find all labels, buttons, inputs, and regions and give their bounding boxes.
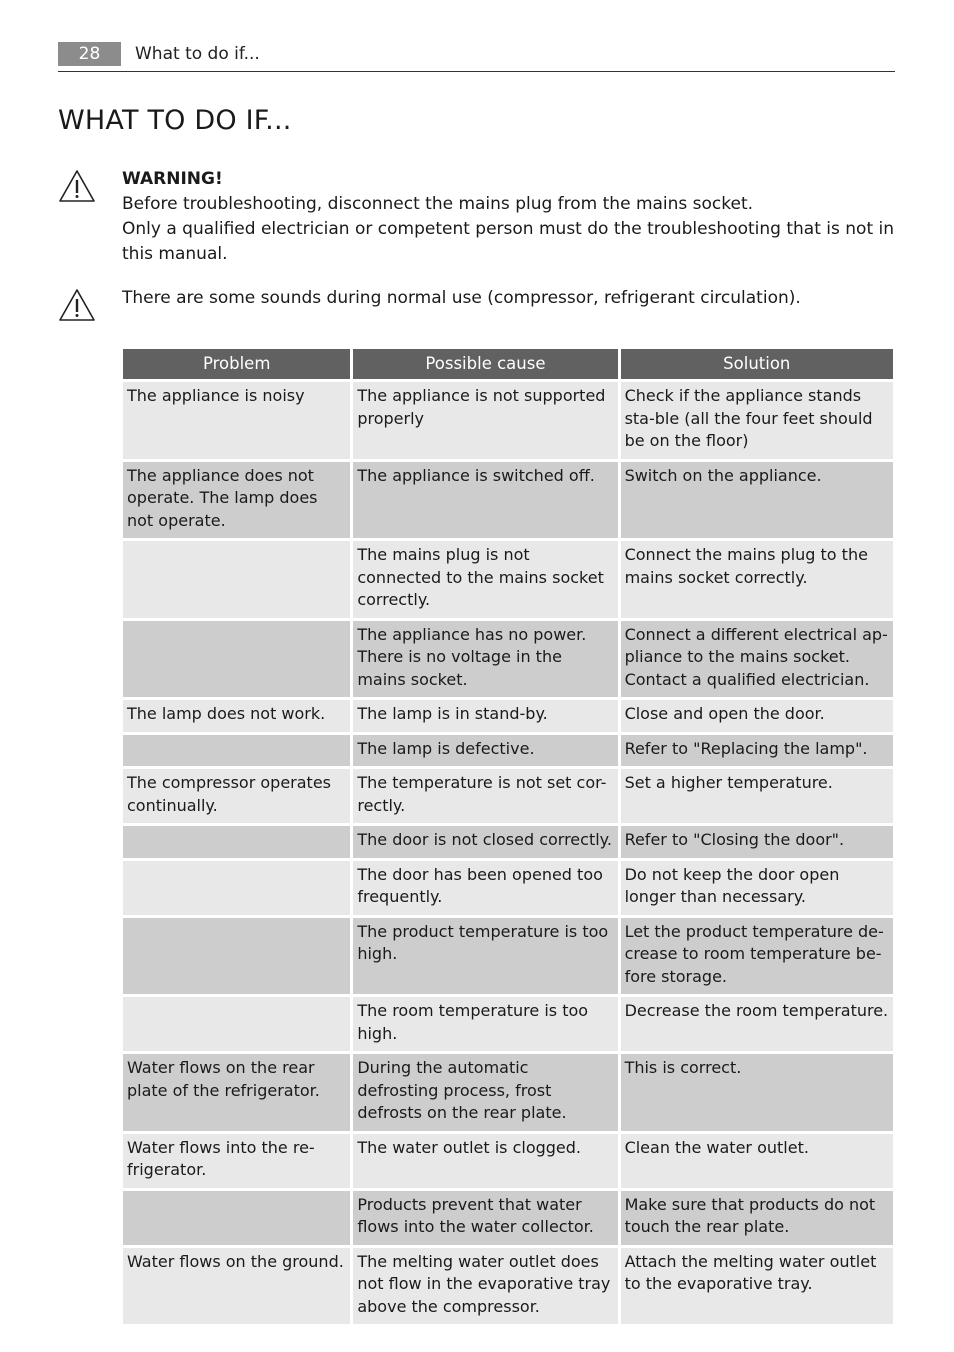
table-row xyxy=(123,621,893,698)
problem-cell xyxy=(123,826,350,858)
solution-cell: Close and open the door. xyxy=(621,700,893,732)
header-possible-cause: Possible cause xyxy=(353,349,617,379)
table-row xyxy=(123,462,893,539)
table-row xyxy=(123,1248,893,1325)
problem-cell: Water flows on the ground. xyxy=(123,1248,350,1325)
table-header-row xyxy=(123,349,893,379)
problem-cell xyxy=(123,861,350,915)
solution-cell: Clean the water outlet. xyxy=(621,1134,893,1188)
troubleshooting-table xyxy=(120,346,896,1327)
problem-cell xyxy=(123,735,350,767)
table-row xyxy=(123,918,893,995)
problem-cell xyxy=(123,997,350,1051)
table-row xyxy=(123,861,893,915)
solution-cell: Do not keep the door open longer than necessary. xyxy=(621,861,893,915)
cause-cell: The water outlet is clogged. xyxy=(353,1134,617,1188)
solution-cell: Let the product temperature de-crease to room temperature be-fore storage. xyxy=(621,918,893,995)
problem-cell: The appliance does not operate. The lamp does not operate. xyxy=(123,462,350,539)
page-header xyxy=(58,39,895,72)
solution-cell: Attach the melting water outlet to the evaporative tray. xyxy=(621,1248,893,1325)
header-problem: Problem xyxy=(123,349,350,379)
problem-cell: The appliance is noisy xyxy=(123,382,350,459)
cause-cell: The room temperature is too high. xyxy=(353,997,617,1051)
problem-cell xyxy=(123,541,350,618)
page-title: WHAT TO DO IF... xyxy=(58,105,292,136)
cause-cell: The door has been opened too frequently. xyxy=(353,861,617,915)
cause-cell: The appliance is switched off. xyxy=(353,462,617,539)
table-row xyxy=(123,382,893,459)
cause-cell: The door is not closed correctly. xyxy=(353,826,617,858)
table-row xyxy=(123,997,893,1051)
header-solution: Solution xyxy=(621,349,893,379)
table-row xyxy=(123,735,893,767)
warning-block xyxy=(122,167,898,267)
solution-cell: Check if the appliance stands sta-ble (all the four feet should be on the floor) xyxy=(621,382,893,459)
table-row xyxy=(123,541,893,618)
table-row xyxy=(123,1134,893,1188)
cause-cell: The lamp is in stand-by. xyxy=(353,700,617,732)
solution-cell: This is correct. xyxy=(621,1054,893,1131)
table-row xyxy=(123,826,893,858)
page-number: 28 xyxy=(58,42,121,66)
problem-cell: Water flows on the rear plate of the refrigerator. xyxy=(123,1054,350,1131)
solution-cell: Refer to "Replacing the lamp". xyxy=(621,735,893,767)
solution-cell: Decrease the room temperature. xyxy=(621,997,893,1051)
solution-cell: Set a higher temperature. xyxy=(621,769,893,823)
solution-cell: Make sure that products do not touch the rear plate. xyxy=(621,1191,893,1245)
problem-cell: The compressor operates continually. xyxy=(123,769,350,823)
table-row xyxy=(123,700,893,732)
problem-cell xyxy=(123,918,350,995)
cause-cell: The mains plug is not connected to the mains socket correctly. xyxy=(353,541,617,618)
cause-cell: During the automatic defrosting process, frost defrosts on the rear plate. xyxy=(353,1054,617,1131)
solution-cell: Switch on the appliance. xyxy=(621,462,893,539)
table-row xyxy=(123,1054,893,1131)
problem-cell xyxy=(123,1191,350,1245)
caution-triangle-icon xyxy=(58,288,96,322)
cause-cell: The appliance is not supported properly xyxy=(353,382,617,459)
cause-cell: The melting water outlet does not flow in the evaporative tray above the compressor. xyxy=(353,1248,617,1325)
cause-cell: Products prevent that water flows into the water collector. xyxy=(353,1191,617,1245)
section-title: What to do if... xyxy=(135,44,260,64)
cause-cell: The lamp is defective. xyxy=(353,735,617,767)
warning-triangle-icon xyxy=(58,169,96,203)
solution-cell: Connect a different electrical ap-pliance to the mains socket. Contact a qualified electrician. xyxy=(621,621,893,698)
cause-cell: The temperature is not set cor-rectly. xyxy=(353,769,617,823)
problem-cell xyxy=(123,621,350,698)
solution-cell: Refer to "Closing the door". xyxy=(621,826,893,858)
cause-cell: The product temperature is too high. xyxy=(353,918,617,995)
problem-cell: Water flows into the re-frigerator. xyxy=(123,1134,350,1188)
table-row xyxy=(123,769,893,823)
solution-cell: Connect the mains plug to the mains socket correctly. xyxy=(621,541,893,618)
warning-title: WARNING! xyxy=(122,169,223,189)
cause-cell: The appliance has no power. There is no voltage in the mains socket. xyxy=(353,621,617,698)
sound-note: There are some sounds during normal use (compressor, refrigerant circulation). xyxy=(122,288,801,308)
problem-cell: The lamp does not work. xyxy=(123,700,350,732)
warning-text-1: Before troubleshooting, disconnect the mains plug from the mains socket. xyxy=(122,194,754,214)
warning-text-2: Only a qualified electrician or competent person must do the troubleshooting that is not in this manual. xyxy=(122,219,895,264)
table-row xyxy=(123,1191,893,1245)
